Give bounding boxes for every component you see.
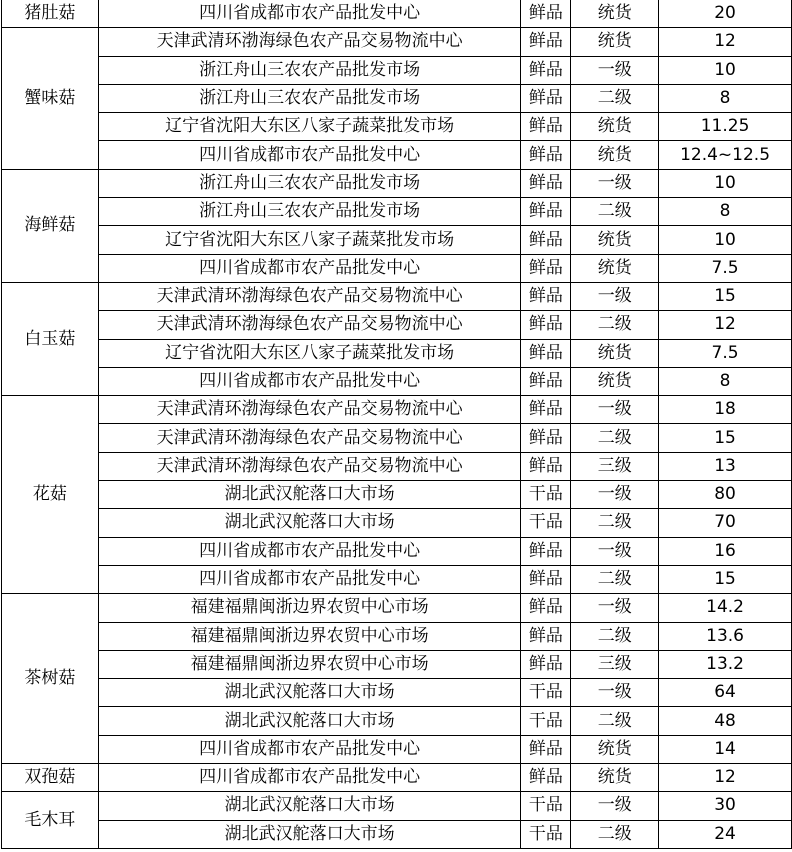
table-row <box>2 650 792 678</box>
price-cell: 24 <box>659 820 792 848</box>
grade-cell: 二级 <box>571 311 659 339</box>
table-row <box>2 594 792 622</box>
grade-cell: 统货 <box>571 113 659 141</box>
price-cell: 12.4~12.5 <box>659 141 792 169</box>
grade-cell: 一级 <box>571 282 659 310</box>
mushroom-name-cell: 毛木耳 <box>2 792 99 849</box>
market-cell: 天津武清环渤海绿色农产品交易物流中心 <box>98 282 521 310</box>
market-cell: 四川省成都市农产品批发中心 <box>98 565 521 593</box>
type-cell: 干品 <box>521 509 571 537</box>
type-cell: 鲜品 <box>521 28 571 56</box>
grade-cell: 统货 <box>571 254 659 282</box>
type-cell: 鲜品 <box>521 254 571 282</box>
table-row <box>2 622 792 650</box>
grade-cell: 统货 <box>571 367 659 395</box>
type-cell: 鲜品 <box>521 650 571 678</box>
table-row <box>2 84 792 112</box>
table-row <box>2 339 792 367</box>
type-cell: 鲜品 <box>521 282 571 310</box>
market-cell: 四川省成都市农产品批发中心 <box>98 537 521 565</box>
table-row <box>2 764 792 792</box>
grade-cell: 统货 <box>571 226 659 254</box>
type-cell: 鲜品 <box>521 226 571 254</box>
price-cell: 12 <box>659 28 792 56</box>
market-cell: 四川省成都市农产品批发中心 <box>98 764 521 792</box>
table-row <box>2 113 792 141</box>
grade-cell: 二级 <box>571 424 659 452</box>
type-cell: 干品 <box>521 679 571 707</box>
type-cell: 鲜品 <box>521 735 571 763</box>
mushroom-name-cell: 花菇 <box>2 396 99 594</box>
type-cell: 鲜品 <box>521 424 571 452</box>
table-row <box>2 226 792 254</box>
grade-cell: 一级 <box>571 56 659 84</box>
type-cell: 鲜品 <box>521 367 571 395</box>
price-cell: 14.2 <box>659 594 792 622</box>
price-cell: 30 <box>659 792 792 820</box>
market-cell: 湖北武汉舵落口大市场 <box>98 820 521 848</box>
market-cell: 天津武清环渤海绿色农产品交易物流中心 <box>98 424 521 452</box>
price-table-body <box>2 0 792 848</box>
price-cell: 20 <box>659 0 792 28</box>
grade-cell: 统货 <box>571 339 659 367</box>
table-row <box>2 792 792 820</box>
price-cell: 7.5 <box>659 254 792 282</box>
table-row <box>2 56 792 84</box>
table-row <box>2 141 792 169</box>
price-cell: 8 <box>659 367 792 395</box>
price-cell: 12 <box>659 764 792 792</box>
table-row <box>2 424 792 452</box>
table-row <box>2 452 792 480</box>
table-row <box>2 509 792 537</box>
grade-cell: 统货 <box>571 735 659 763</box>
type-cell: 鲜品 <box>521 113 571 141</box>
table-row <box>2 169 792 197</box>
mushroom-name-cell: 白玉菇 <box>2 282 99 395</box>
type-cell: 干品 <box>521 707 571 735</box>
table-row <box>2 481 792 509</box>
mushroom-name-cell: 双孢菇 <box>2 764 99 792</box>
market-cell: 湖北武汉舵落口大市场 <box>98 707 521 735</box>
type-cell: 鲜品 <box>521 396 571 424</box>
table-row <box>2 367 792 395</box>
grade-cell: 一级 <box>571 792 659 820</box>
type-cell: 鲜品 <box>521 339 571 367</box>
table-row <box>2 820 792 848</box>
grade-cell: 二级 <box>571 622 659 650</box>
price-cell: 10 <box>659 226 792 254</box>
table-row <box>2 254 792 282</box>
market-cell: 浙江舟山三农农产品批发市场 <box>98 198 521 226</box>
price-cell: 8 <box>659 84 792 112</box>
table-row <box>2 0 792 28</box>
market-cell: 天津武清环渤海绿色农产品交易物流中心 <box>98 452 521 480</box>
type-cell: 鲜品 <box>521 764 571 792</box>
type-cell: 鲜品 <box>521 0 571 28</box>
market-cell: 天津武清环渤海绿色农产品交易物流中心 <box>98 311 521 339</box>
grade-cell: 二级 <box>571 707 659 735</box>
table-row <box>2 679 792 707</box>
market-cell: 天津武清环渤海绿色农产品交易物流中心 <box>98 28 521 56</box>
table-row <box>2 735 792 763</box>
price-cell: 14 <box>659 735 792 763</box>
type-cell: 鲜品 <box>521 594 571 622</box>
mushroom-name-cell: 茶树菇 <box>2 594 99 764</box>
market-cell: 浙江舟山三农农产品批发市场 <box>98 56 521 84</box>
price-cell: 15 <box>659 565 792 593</box>
price-cell: 15 <box>659 424 792 452</box>
market-cell: 福建福鼎闽浙边界农贸中心市场 <box>98 622 521 650</box>
market-cell: 四川省成都市农产品批发中心 <box>98 254 521 282</box>
price-table <box>1 0 792 849</box>
price-cell: 64 <box>659 679 792 707</box>
market-cell: 浙江舟山三农农产品批发市场 <box>98 169 521 197</box>
price-cell: 10 <box>659 56 792 84</box>
grade-cell: 统货 <box>571 141 659 169</box>
mushroom-name-cell: 蟹味菇 <box>2 28 99 169</box>
type-cell: 鲜品 <box>521 56 571 84</box>
type-cell: 鲜品 <box>521 452 571 480</box>
price-cell: 13 <box>659 452 792 480</box>
type-cell: 干品 <box>521 481 571 509</box>
table-row <box>2 282 792 310</box>
grade-cell: 一级 <box>571 396 659 424</box>
price-cell: 48 <box>659 707 792 735</box>
market-cell: 辽宁省沈阳大东区八家子蔬菜批发市场 <box>98 226 521 254</box>
price-cell: 11.25 <box>659 113 792 141</box>
market-cell: 福建福鼎闽浙边界农贸中心市场 <box>98 594 521 622</box>
grade-cell: 一级 <box>571 594 659 622</box>
grade-cell: 一级 <box>571 169 659 197</box>
market-cell: 湖北武汉舵落口大市场 <box>98 679 521 707</box>
market-cell: 四川省成都市农产品批发中心 <box>98 735 521 763</box>
grade-cell: 一级 <box>571 481 659 509</box>
table-row <box>2 537 792 565</box>
market-cell: 四川省成都市农产品批发中心 <box>98 367 521 395</box>
grade-cell: 统货 <box>571 764 659 792</box>
price-cell: 12 <box>659 311 792 339</box>
market-cell: 天津武清环渤海绿色农产品交易物流中心 <box>98 396 521 424</box>
grade-cell: 二级 <box>571 509 659 537</box>
table-row <box>2 396 792 424</box>
grade-cell: 三级 <box>571 650 659 678</box>
mushroom-name-cell: 海鲜菇 <box>2 169 99 282</box>
table-row <box>2 707 792 735</box>
type-cell: 鲜品 <box>521 169 571 197</box>
type-cell: 鲜品 <box>521 622 571 650</box>
price-cell: 70 <box>659 509 792 537</box>
price-cell: 18 <box>659 396 792 424</box>
table-row <box>2 198 792 226</box>
market-cell: 湖北武汉舵落口大市场 <box>98 792 521 820</box>
price-cell: 15 <box>659 282 792 310</box>
market-cell: 浙江舟山三农农产品批发市场 <box>98 84 521 112</box>
type-cell: 鲜品 <box>521 537 571 565</box>
grade-cell: 二级 <box>571 198 659 226</box>
table-row <box>2 311 792 339</box>
grade-cell: 统货 <box>571 0 659 28</box>
market-cell: 湖北武汉舵落口大市场 <box>98 481 521 509</box>
market-cell: 四川省成都市农产品批发中心 <box>98 141 521 169</box>
type-cell: 鲜品 <box>521 84 571 112</box>
type-cell: 鲜品 <box>521 141 571 169</box>
market-cell: 辽宁省沈阳大东区八家子蔬菜批发市场 <box>98 113 521 141</box>
type-cell: 鲜品 <box>521 198 571 226</box>
grade-cell: 一级 <box>571 679 659 707</box>
price-cell: 13.6 <box>659 622 792 650</box>
price-cell: 80 <box>659 481 792 509</box>
type-cell: 鲜品 <box>521 311 571 339</box>
grade-cell: 二级 <box>571 84 659 112</box>
price-cell: 8 <box>659 198 792 226</box>
grade-cell: 一级 <box>571 537 659 565</box>
market-cell: 四川省成都市农产品批发中心 <box>98 0 521 28</box>
table-row <box>2 28 792 56</box>
grade-cell: 三级 <box>571 452 659 480</box>
price-cell: 10 <box>659 169 792 197</box>
type-cell: 干品 <box>521 820 571 848</box>
market-cell: 福建福鼎闽浙边界农贸中心市场 <box>98 650 521 678</box>
type-cell: 鲜品 <box>521 565 571 593</box>
grade-cell: 二级 <box>571 820 659 848</box>
price-cell: 16 <box>659 537 792 565</box>
market-cell: 辽宁省沈阳大东区八家子蔬菜批发市场 <box>98 339 521 367</box>
market-cell: 湖北武汉舵落口大市场 <box>98 509 521 537</box>
table-row <box>2 565 792 593</box>
type-cell: 干品 <box>521 792 571 820</box>
grade-cell: 统货 <box>571 28 659 56</box>
grade-cell: 二级 <box>571 565 659 593</box>
price-cell: 13.2 <box>659 650 792 678</box>
price-cell: 7.5 <box>659 339 792 367</box>
mushroom-name-cell: 猪肚菇 <box>2 0 99 28</box>
